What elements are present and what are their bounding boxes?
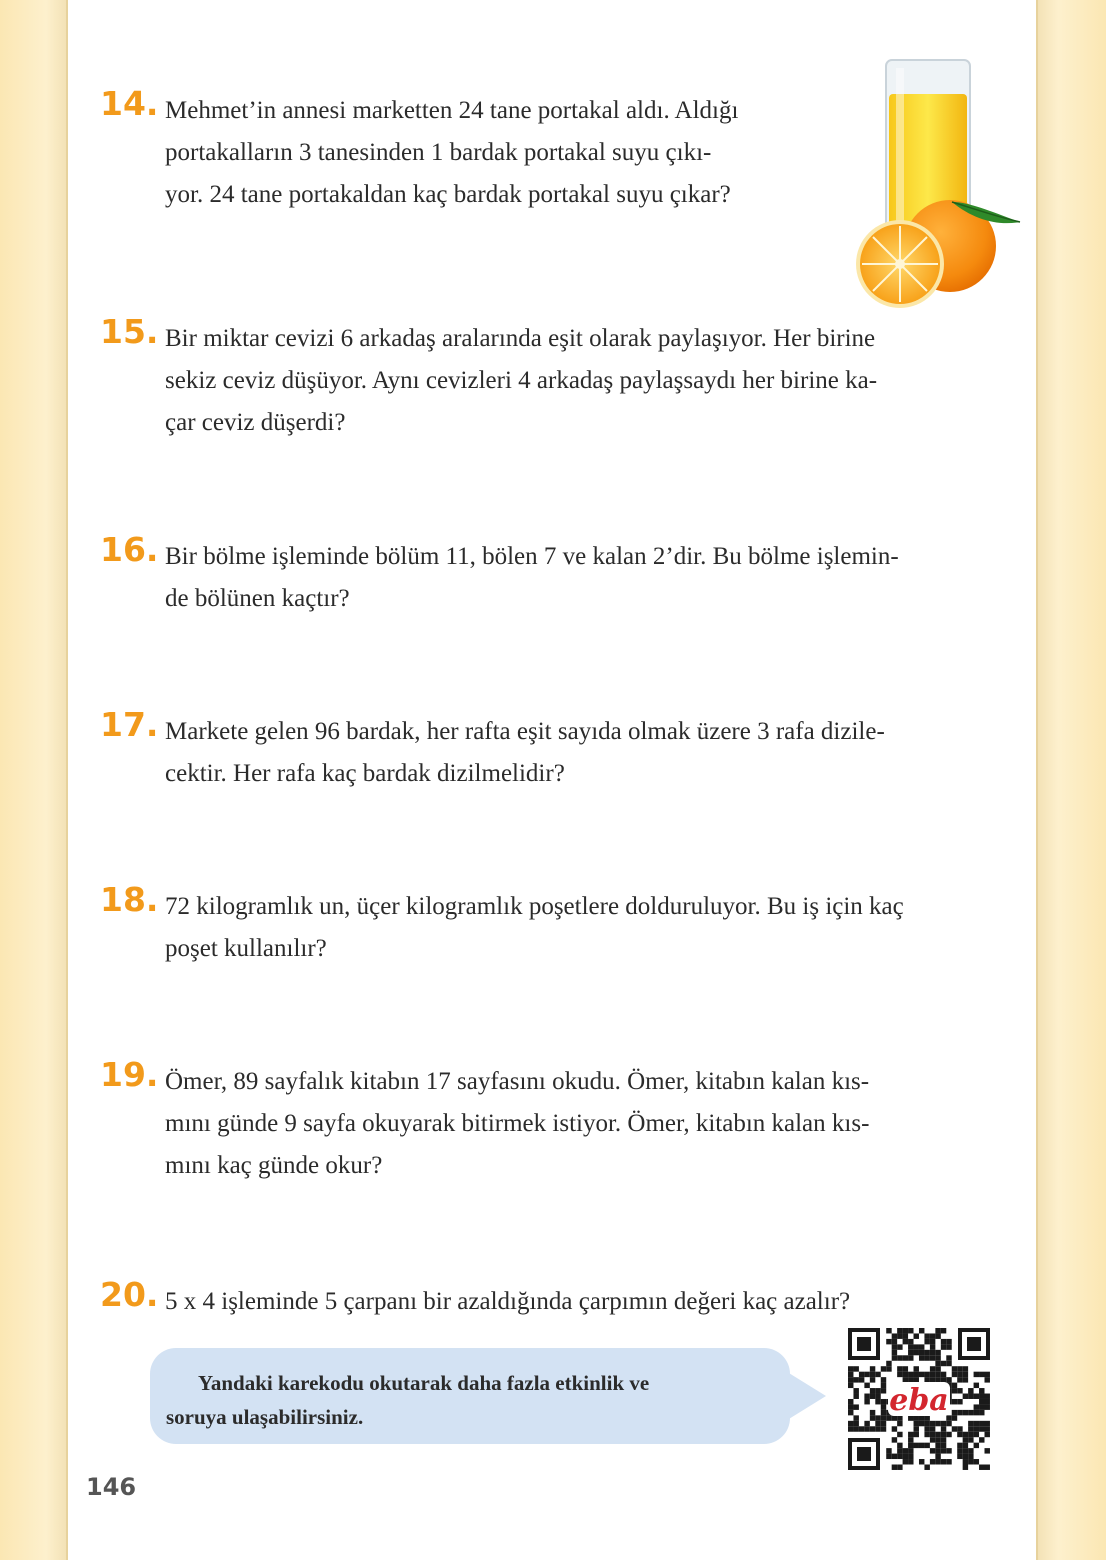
qr-module [941, 1361, 946, 1366]
qr-module [859, 1377, 864, 1382]
qr-module [853, 1404, 858, 1409]
qr-module [935, 1443, 940, 1448]
qr-module [963, 1454, 968, 1459]
question-line: mını kaç günde okur? [165, 1152, 383, 1179]
qr-module [919, 1355, 924, 1360]
qr-module [903, 1355, 908, 1360]
qr-module [985, 1377, 990, 1382]
qr-module [974, 1410, 979, 1415]
qr-module [924, 1339, 929, 1344]
qr-module [853, 1421, 858, 1426]
qr-module [941, 1339, 946, 1344]
qr-module [952, 1383, 957, 1388]
qr-module [952, 1415, 957, 1420]
qr-module [881, 1426, 886, 1431]
qr-module [859, 1372, 864, 1377]
qr-module [941, 1328, 946, 1333]
question-line: yor. 24 tane portakaldan kaç bardak portakal suyu çıkar? [165, 181, 731, 208]
qr-module [908, 1443, 913, 1448]
qr-module [848, 1426, 853, 1431]
qr-module [870, 1377, 875, 1382]
qr-module [941, 1377, 946, 1382]
qr-module [892, 1333, 897, 1338]
qr-module [848, 1366, 853, 1371]
orange-juice-illustration [852, 56, 1022, 316]
qr-module [968, 1426, 973, 1431]
question-line: Markete gelen 96 bardak, her rafta eşit sayıda olmak üzere 3 rafa dizile- [165, 718, 885, 745]
qr-module [848, 1410, 853, 1415]
qr-module [935, 1421, 940, 1426]
question-line: Bir miktar cevizi 6 arkadaş aralarında eşit olarak paylaşıyor. Her birine [165, 325, 876, 352]
qr-module [924, 1377, 929, 1382]
qr-module [952, 1426, 957, 1431]
question-line: Ömer, 89 sayfalık kitabın 17 sayfasını okudu. Ömer, kitabın kalan kıs- [165, 1068, 870, 1095]
page-number: 146 [86, 1473, 137, 1501]
qr-module [985, 1404, 990, 1409]
qr-module [985, 1465, 990, 1470]
qr-module [914, 1377, 919, 1382]
qr-module [914, 1443, 919, 1448]
question-number: 14. [100, 84, 159, 123]
qr-module [930, 1432, 935, 1437]
qr-module [935, 1355, 940, 1360]
qr-module [908, 1350, 913, 1355]
qr-module [886, 1339, 891, 1344]
qr-module [957, 1377, 962, 1382]
qr-module [870, 1426, 875, 1431]
qr-module [870, 1394, 875, 1399]
qr-module [892, 1454, 897, 1459]
qr-module [963, 1437, 968, 1442]
qr-module [979, 1404, 984, 1409]
question-text [165, 711, 1021, 795]
qr-module [848, 1404, 853, 1409]
qr-module [914, 1333, 919, 1338]
qr-module [957, 1443, 962, 1448]
question-line: çar ceviz düşerdi? [165, 409, 346, 436]
qr-module [903, 1459, 908, 1464]
qr-module [919, 1459, 924, 1464]
qr-module [924, 1355, 929, 1360]
question-number: 19. [100, 1055, 159, 1094]
qr-module [957, 1388, 962, 1393]
qr-module [903, 1448, 908, 1453]
qr-module [941, 1443, 946, 1448]
question-line: poşet kullanılır? [165, 935, 327, 962]
qr-module [935, 1328, 940, 1333]
qr-module [946, 1432, 951, 1437]
qr-module [985, 1448, 990, 1453]
qr-module [974, 1426, 979, 1431]
qr-module [870, 1415, 875, 1420]
qr-module [935, 1372, 940, 1377]
question-number: 18. [100, 880, 159, 919]
qr-module [968, 1394, 973, 1399]
question-text [165, 886, 1021, 970]
qr-module [963, 1366, 968, 1371]
qr-module [957, 1410, 962, 1415]
question-line: Mehmet’in annesi marketten 24 tane portakal aldı. Aldığı [165, 97, 739, 124]
qr-module [859, 1426, 864, 1431]
qr-module [946, 1344, 951, 1349]
qr-module [930, 1333, 935, 1338]
qr-module [946, 1421, 951, 1426]
qr-module [886, 1328, 891, 1333]
qr-module [963, 1410, 968, 1415]
qr-module [881, 1415, 886, 1420]
qr-module [875, 1388, 880, 1393]
qr-module [957, 1366, 962, 1371]
qr-module [941, 1426, 946, 1431]
qr-module [930, 1339, 935, 1344]
question-line: 72 kilogramlık un, üçer kilogramlık poşetlere dolduruluyor. Bu iş için kaç [165, 893, 904, 920]
qr-module [892, 1465, 897, 1470]
qr-module [930, 1437, 935, 1442]
qr-module [924, 1333, 929, 1338]
qr-module [919, 1328, 924, 1333]
qr-module [908, 1328, 913, 1333]
qr-module [968, 1454, 973, 1459]
qr-module [963, 1394, 968, 1399]
info-bubble-text [166, 1366, 796, 1434]
qr-module [870, 1410, 875, 1415]
qr-module [957, 1454, 962, 1459]
question-line: Bir bölme işleminde bölüm 11, bölen 7 ve kalan 2’dir. Bu bölme işlemin- [165, 543, 899, 570]
qr-module [914, 1432, 919, 1437]
qr-module [935, 1437, 940, 1442]
qr-module [963, 1448, 968, 1453]
qr-module [914, 1350, 919, 1355]
question-number: 16. [100, 530, 159, 569]
question-text [165, 1281, 1025, 1323]
question-text [165, 90, 837, 216]
qr-module [903, 1333, 908, 1338]
qr-module [968, 1421, 973, 1426]
qr-module [897, 1432, 902, 1437]
qr-module [941, 1432, 946, 1437]
qr-module [924, 1432, 929, 1437]
question-line: mını günde 9 sayfa okuyarak bitirmek istiyor. Ömer, kitabın kalan kıs- [165, 1110, 870, 1137]
qr-module [853, 1377, 858, 1382]
qr-module [979, 1372, 984, 1377]
qr-module [886, 1448, 891, 1453]
qr-module [941, 1344, 946, 1349]
qr-module [881, 1404, 886, 1409]
qr-module [957, 1426, 962, 1431]
qr-module [935, 1459, 940, 1464]
qr-module [875, 1426, 880, 1431]
qr-module [924, 1350, 929, 1355]
qr-module [979, 1421, 984, 1426]
qr-module [985, 1421, 990, 1426]
qr-module [941, 1448, 946, 1453]
qr-module [870, 1372, 875, 1377]
qr-module [974, 1394, 979, 1399]
qr-module [974, 1383, 979, 1388]
qr-module [968, 1410, 973, 1415]
qr-module [903, 1339, 908, 1344]
qr-module [881, 1410, 886, 1415]
qr-module [968, 1388, 973, 1393]
qr-module [848, 1399, 853, 1404]
qr-module [864, 1372, 869, 1377]
qr-module [864, 1426, 869, 1431]
qr-module [864, 1399, 869, 1404]
qr-module [985, 1432, 990, 1437]
qr-module [968, 1432, 973, 1437]
qr-module [924, 1443, 929, 1448]
qr-module [881, 1421, 886, 1426]
qr-module [914, 1421, 919, 1426]
qr-module [963, 1372, 968, 1377]
qr-module [979, 1465, 984, 1470]
qr-module [864, 1383, 869, 1388]
qr-module [881, 1388, 886, 1393]
qr-module [875, 1415, 880, 1420]
right-page-band [1036, 0, 1106, 1560]
qr-module [957, 1399, 962, 1404]
qr-module [985, 1399, 990, 1404]
qr-module [853, 1366, 858, 1371]
qr-module [892, 1426, 897, 1431]
qr-module [908, 1377, 913, 1382]
left-page-band [0, 0, 68, 1560]
qr-module [952, 1399, 957, 1404]
qr-module [914, 1344, 919, 1349]
qr-module [919, 1372, 924, 1377]
info-bubble-line: Yandaki karekodu okutarak daha fazla etkinlik ve [198, 1371, 650, 1395]
qr-module [946, 1448, 951, 1453]
qr-module [979, 1394, 984, 1399]
qr-module [968, 1437, 973, 1442]
qr-module [886, 1454, 891, 1459]
question-text [165, 1061, 1021, 1187]
qr-module [924, 1421, 929, 1426]
qr-module [935, 1454, 940, 1459]
qr-module [946, 1355, 951, 1360]
qr-module [897, 1443, 902, 1448]
qr-module [924, 1465, 929, 1470]
qr-module [935, 1333, 940, 1338]
qr-module [957, 1432, 962, 1437]
qr-module [935, 1377, 940, 1382]
qr-module [919, 1421, 924, 1426]
qr-module [908, 1459, 913, 1464]
qr-module [870, 1388, 875, 1393]
qr-module [908, 1437, 913, 1442]
qr-module [897, 1328, 902, 1333]
qr-module [897, 1372, 902, 1377]
qr-module [974, 1459, 979, 1464]
qr-module [924, 1372, 929, 1377]
qr-module [946, 1339, 951, 1344]
question-text [165, 318, 1021, 444]
question-text [165, 536, 1021, 620]
question-line: sekiz ceviz düşüyor. Aynı cevizleri 4 arkadaş paylaşsaydı her birine ka- [165, 367, 878, 394]
qr-module [974, 1372, 979, 1377]
qr-module [897, 1344, 902, 1349]
qr-module [930, 1448, 935, 1453]
qr-module [924, 1426, 929, 1431]
qr-module [903, 1366, 908, 1371]
qr-module [952, 1366, 957, 1371]
qr-module [875, 1394, 880, 1399]
qr-module [914, 1372, 919, 1377]
qr-module [897, 1355, 902, 1360]
qr-module [979, 1388, 984, 1393]
qr-module [853, 1415, 858, 1420]
qr-module [979, 1399, 984, 1404]
qr-module [952, 1388, 957, 1393]
qr-module [848, 1372, 853, 1377]
qr-module [919, 1344, 924, 1349]
question-number: 17. [100, 705, 159, 744]
qr-module [897, 1465, 902, 1470]
qr-module [903, 1328, 908, 1333]
qr-module [930, 1350, 935, 1355]
qr-module [979, 1410, 984, 1415]
qr-module [985, 1426, 990, 1431]
qr-module [963, 1377, 968, 1382]
info-bubble-line: soruya ulaşabilirsiniz. [166, 1405, 364, 1429]
qr-module [897, 1454, 902, 1459]
question-line: cektir. Her rafa kaç bardak dizilmelidir? [165, 760, 565, 787]
qr-module [881, 1383, 886, 1388]
qr-module [875, 1399, 880, 1404]
qr-module [935, 1350, 940, 1355]
qr-module [935, 1448, 940, 1453]
qr-module [941, 1421, 946, 1426]
qr-module [930, 1377, 935, 1382]
qr-module [908, 1355, 913, 1360]
question-line: de bölünen kaçtır? [165, 585, 350, 612]
qr-module [892, 1344, 897, 1349]
qr-module [881, 1377, 886, 1382]
qr-module [963, 1443, 968, 1448]
qr-module [985, 1394, 990, 1399]
qr-module [919, 1443, 924, 1448]
qr-module [897, 1333, 902, 1338]
qr-module [881, 1399, 886, 1404]
qr-module [974, 1404, 979, 1409]
question-line: 5 x 4 işleminde 5 çarpanı bir azaldığında çarpımın değeri kaç azalır? [165, 1288, 851, 1315]
qr-module [946, 1377, 951, 1382]
qr-module [903, 1377, 908, 1382]
qr-module [930, 1459, 935, 1464]
qr-module [968, 1448, 973, 1453]
qr-module [848, 1421, 853, 1426]
question-number: 20. [100, 1275, 159, 1314]
qr-module [903, 1372, 908, 1377]
qr-module [952, 1372, 957, 1377]
qr-module [908, 1448, 913, 1453]
qr-module [848, 1377, 853, 1382]
qr-module [903, 1454, 908, 1459]
qr-module [935, 1432, 940, 1437]
qr-logo-text: eba [889, 1383, 949, 1418]
question-line: portakalların 3 tanesinden 1 bardak portakal suyu çıkı- [165, 139, 712, 166]
qr-module [892, 1437, 897, 1442]
qr-module [974, 1432, 979, 1437]
qr-module [963, 1459, 968, 1464]
qr-module [935, 1366, 940, 1371]
qr-module [897, 1448, 902, 1453]
qr-module [974, 1421, 979, 1426]
qr-module [908, 1344, 913, 1349]
qr-module [908, 1372, 913, 1377]
qr-module [881, 1366, 886, 1371]
qr-module [930, 1355, 935, 1360]
qr-module [853, 1388, 858, 1393]
qr-module [930, 1421, 935, 1426]
qr-module [979, 1426, 984, 1431]
qr-module [930, 1372, 935, 1377]
qr-module [952, 1410, 957, 1415]
qr-module [930, 1344, 935, 1349]
qr-module [886, 1361, 891, 1366]
qr-module [864, 1394, 869, 1399]
qr-module [853, 1394, 858, 1399]
qr-module [914, 1366, 919, 1371]
qr-module [908, 1454, 913, 1459]
qr-module [870, 1366, 875, 1371]
qr-module [968, 1459, 973, 1464]
qr-module [974, 1443, 979, 1448]
qr-module [897, 1421, 902, 1426]
qr-module [892, 1355, 897, 1360]
qr-module [957, 1372, 962, 1377]
qr-module [941, 1459, 946, 1464]
qr-module [946, 1361, 951, 1366]
qr-module [892, 1350, 897, 1355]
qr-module [985, 1372, 990, 1377]
qr-module [908, 1432, 913, 1437]
qr-module [957, 1448, 962, 1453]
qr-module [963, 1432, 968, 1437]
qr-module [848, 1383, 853, 1388]
qr-module [864, 1421, 869, 1426]
qr-module [914, 1426, 919, 1431]
qr-module [930, 1366, 935, 1371]
qr-module [875, 1372, 880, 1377]
question-number: 15. [100, 312, 159, 351]
qr-code[interactable] [848, 1328, 990, 1470]
qr-module [886, 1366, 891, 1371]
qr-module [930, 1426, 935, 1431]
qr-module [941, 1372, 946, 1377]
qr-module [875, 1421, 880, 1426]
qr-module [963, 1465, 968, 1470]
qr-module [979, 1437, 984, 1442]
qr-module [919, 1350, 924, 1355]
qr-module [897, 1366, 902, 1371]
qr-module [892, 1339, 897, 1344]
qr-module [946, 1459, 951, 1464]
qr-module [908, 1339, 913, 1344]
qr-module [935, 1361, 940, 1366]
qr-module [941, 1437, 946, 1442]
qr-module [853, 1426, 858, 1431]
